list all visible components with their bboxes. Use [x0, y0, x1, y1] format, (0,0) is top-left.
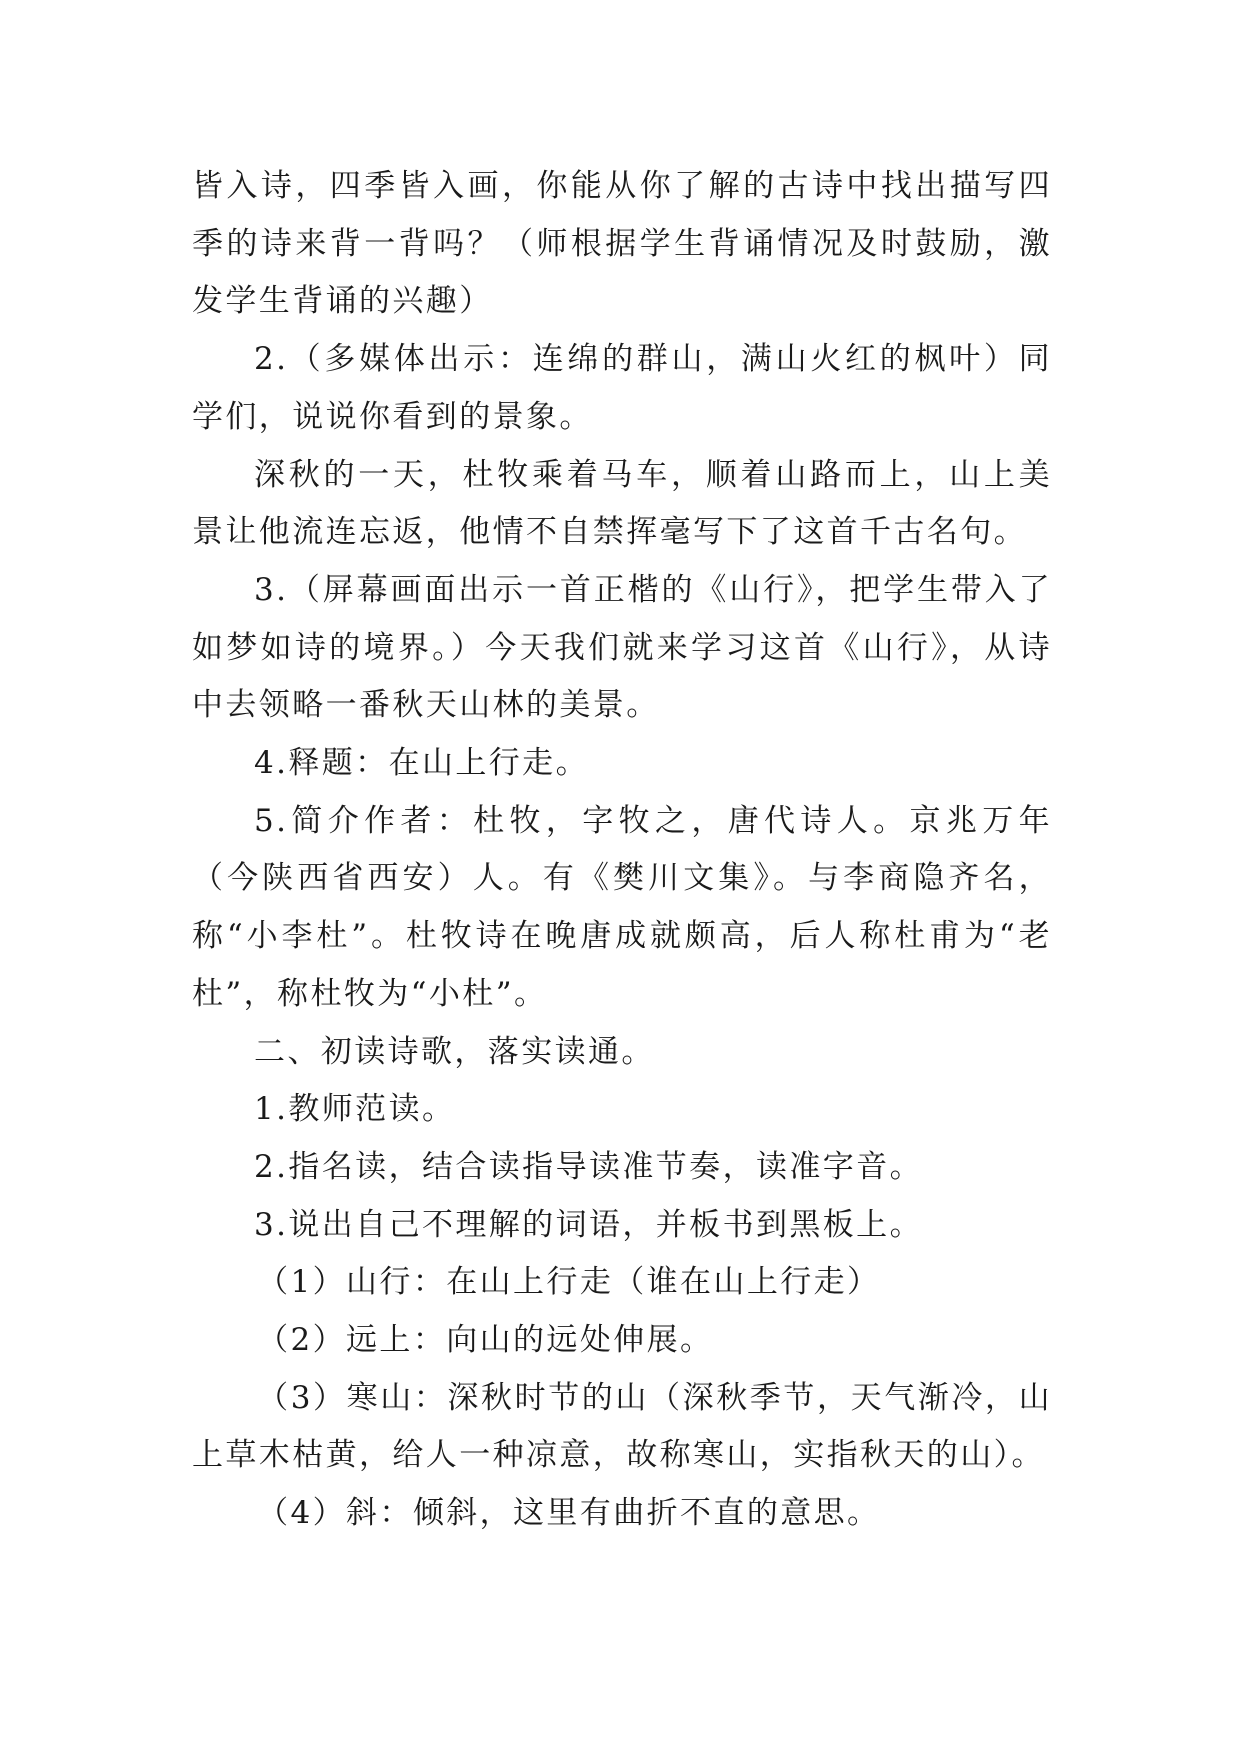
section-heading: 二、初读诗歌，落实读通。	[254, 1033, 655, 1070]
paragraph-title-explanation: 4.释题：在山上行走。	[254, 745, 589, 782]
vocab-item: （2）远上：向山的远处伸展。	[257, 1322, 714, 1359]
vocab-item: （3）寒山：深秋时节的山（深秋季节，天气渐冷，山上草木枯黄，给人一种凉意，故称寒山，实指秋天的山）。	[192, 1379, 1052, 1474]
paragraph-scene: 深秋的一天，杜牧乘着马车，顺着山路而上，山上美景让他流连忘返，他情不自禁挥毫写下了这首千古名句。	[192, 456, 1052, 551]
paragraph-teacher-reading: 1.教师范读。	[254, 1091, 456, 1128]
paragraph-screen: 3.（屏幕画面出示一首正楷的《山行》，把学生带入了如梦如诗的境界。）今天我们就来学习这首《山行》，从诗中去领略一番秋天山林的美景。	[192, 571, 1052, 724]
paragraph-continuation: 皆入诗，四季皆入画，你能从你了解的古诗中找出描写四季的诗来背一背吗？（师根据学生背诵情况及时鼓励，激发学生背诵的兴趣）	[192, 168, 1052, 320]
vocab-item: （1）山行：在山上行走（谁在山上行走）	[257, 1264, 881, 1301]
vocab-item: （4）斜：倾斜，这里有曲折不直的意思。	[257, 1495, 881, 1532]
paragraph-author: 5.简介作者：杜牧，字牧之，唐代诗人。京兆万年（今陕西省西安）人。有《樊川文集》。与李商隐齐名，称“小李杜”。杜牧诗在晚唐成就颇高，后人称杜甫为“老杜”，称杜牧为“小杜”。	[192, 802, 1052, 1012]
paragraph-multimedia: 2.（多媒体出示：连绵的群山，满山火红的枫叶）同学们，说说你看到的景象。	[192, 341, 1052, 435]
document-body	[192, 158, 1052, 1543]
paragraph-student-reading: 2.指名读，结合读指导读准节奏，读准字音。	[254, 1148, 923, 1185]
paragraph-vocabulary: 3.说出自己不理解的词语，并板书到黑板上。	[254, 1206, 923, 1243]
